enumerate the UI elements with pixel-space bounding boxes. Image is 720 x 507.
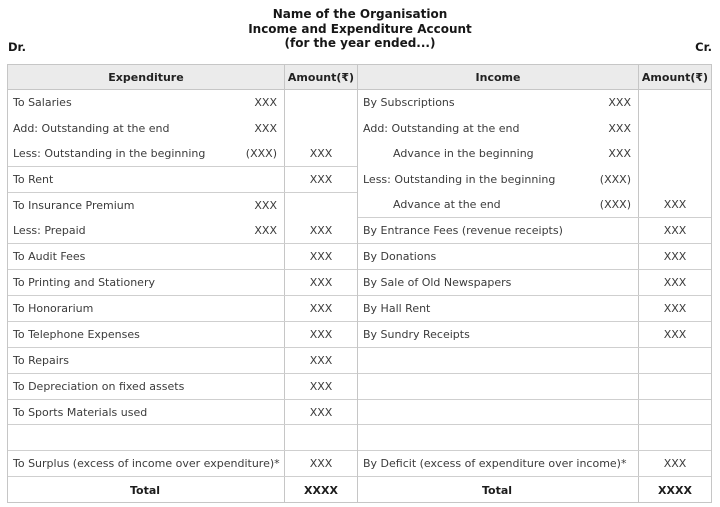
row-label: Less: Prepaid — [13, 224, 86, 238]
row-label: Total — [129, 483, 161, 497]
row-label: To Honorarium — [13, 302, 94, 316]
income-row-group — [358, 218, 711, 244]
inner-amount-value: XXX — [254, 199, 277, 213]
row-label: To Printing and Stationery — [13, 276, 155, 290]
income-row-group — [358, 400, 711, 426]
row-label: Less: Outstanding in the beginning — [13, 146, 206, 160]
row-label: To Surplus (excess of income over expenditure)* — [13, 457, 280, 471]
table-row-line — [8, 90, 284, 115]
income-amount-cell — [638, 244, 711, 269]
income-labels-cell — [358, 296, 638, 321]
row-label: Advance in the beginning — [393, 147, 534, 161]
income-amount-cell — [638, 296, 711, 321]
row-label: By Hall Rent — [363, 302, 431, 316]
dr-label: Dr. — [8, 40, 26, 54]
table-row-line — [8, 451, 284, 476]
amount-value: XXX — [309, 353, 333, 367]
amount-value — [285, 425, 357, 450]
income-labels-cell — [358, 218, 638, 243]
income-amount-cell — [638, 400, 711, 425]
income-row-group — [358, 451, 711, 477]
expenditure-amount-cell — [284, 270, 357, 295]
income-labels-cell — [358, 477, 638, 503]
expenditure-amount-cell — [284, 296, 357, 321]
inner-amount-value: (XXX) — [599, 198, 631, 212]
amount-value — [639, 400, 711, 425]
expenditure-row-group — [8, 322, 357, 348]
table-body — [8, 90, 711, 503]
income-column-header: Income — [475, 70, 521, 84]
table-header-right-half — [358, 65, 711, 89]
amount-value: XXX — [663, 198, 687, 212]
amount-value: XXXX — [658, 483, 692, 497]
income-row-group — [358, 244, 711, 270]
income-amount-cell — [638, 374, 711, 399]
income-amount-cell — [638, 451, 711, 476]
inner-amount-value: XXX — [254, 224, 277, 238]
table-row-line — [358, 192, 638, 217]
income-amount-cell — [638, 90, 711, 217]
expenditure-labels-cell — [8, 477, 284, 503]
row-label: By Deficit (excess of expenditure over income)* — [363, 457, 627, 471]
row-label: To Rent — [13, 173, 54, 187]
expenditure-row-group — [8, 374, 357, 400]
income-amount-cell — [638, 425, 711, 450]
row-label: By Sundry Receipts — [363, 327, 470, 341]
table-row-line — [358, 270, 638, 295]
row-label: By Subscriptions — [363, 96, 455, 110]
income-row-group — [358, 374, 711, 400]
table-row-line — [8, 193, 284, 218]
row-label: Advance at the end — [393, 198, 501, 212]
expenditure-labels-cell — [8, 193, 284, 243]
expenditure-amount-cell — [284, 193, 357, 243]
table-row-line — [8, 218, 284, 243]
amount-value: XXX — [309, 405, 333, 419]
income-labels-cell — [358, 244, 638, 269]
table-row-line — [358, 115, 638, 140]
account-name-title: Income and Expenditure Account — [248, 21, 472, 36]
table-row-line — [8, 322, 284, 347]
amount-value: XXX — [663, 327, 687, 341]
amount-value: XXX — [663, 276, 687, 290]
income-labels-cell — [358, 348, 638, 373]
expenditure-row-group — [8, 348, 357, 374]
table-row-line — [358, 374, 638, 399]
income-labels-cell — [358, 400, 638, 425]
expenditure-labels-cell — [8, 270, 284, 295]
amount-value: XXX — [663, 224, 687, 238]
income-labels-cell — [358, 425, 638, 450]
table-row-line — [8, 400, 284, 425]
table-row-line — [8, 115, 284, 140]
amount-value: XXX — [663, 250, 687, 264]
expenditure-labels-cell — [8, 90, 284, 166]
expenditure-row-group — [8, 400, 357, 426]
expenditure-labels-cell — [8, 167, 284, 192]
income-amount-cell — [638, 322, 711, 347]
table-row-line — [358, 322, 638, 347]
expenditure-labels-cell — [8, 374, 284, 399]
row-label: To Repairs — [13, 353, 70, 367]
row-label: To Telephone Expenses — [13, 327, 140, 341]
income-row-group — [358, 296, 711, 322]
amount-value — [639, 374, 711, 399]
table-row-line — [358, 296, 638, 321]
expenditure-column — [8, 90, 358, 503]
inner-amount-value: (XXX) — [245, 146, 277, 160]
amount-value: XXX — [309, 250, 333, 264]
expenditure-row-group — [8, 477, 357, 503]
table-row-line — [8, 348, 284, 373]
income-row-group — [358, 270, 711, 296]
income-labels-cell — [358, 374, 638, 399]
expenditure-labels-cell — [8, 322, 284, 347]
income-row-group — [358, 477, 711, 503]
table-row-line — [358, 218, 638, 243]
income-expenditure-table — [7, 64, 712, 503]
table-row-line — [358, 244, 638, 269]
amount-value: XXX — [663, 457, 687, 471]
inner-amount-value: XXX — [608, 147, 631, 161]
table-row-line — [8, 425, 284, 450]
amount-left-column-header: Amount(₹) — [284, 65, 357, 89]
income-row-group — [358, 425, 711, 451]
table-row-line — [358, 166, 638, 191]
year-ended-subtitle: (for the year ended...) — [284, 36, 436, 50]
table-row-line — [8, 477, 284, 503]
amount-value: XXX — [663, 302, 687, 316]
income-row-group — [358, 90, 711, 218]
row-label: To Insurance Premium — [13, 199, 135, 213]
row-label: By Sale of Old Newspapers — [363, 276, 512, 290]
amount-value: XXX — [309, 173, 333, 187]
income-column — [358, 90, 711, 503]
expenditure-amount-cell — [284, 90, 357, 166]
amount-value: XXX — [309, 327, 333, 341]
table-row-line — [8, 296, 284, 321]
expenditure-amount-cell — [284, 400, 357, 425]
organisation-name-title: Name of the Organisation — [272, 7, 448, 21]
table-row-line — [358, 141, 638, 166]
expenditure-amount-cell — [284, 244, 357, 269]
row-label: By Entrance Fees (revenue receipts) — [363, 224, 563, 238]
table-row-line — [358, 400, 638, 425]
expenditure-amount-cell — [284, 322, 357, 347]
row-label: To Audit Fees — [13, 250, 86, 264]
income-amount-cell — [638, 270, 711, 295]
amount-value: XXX — [309, 379, 333, 393]
amount-value: XXX — [309, 146, 333, 160]
income-row-group — [358, 322, 711, 348]
amount-right-column-header: Amount(₹) — [638, 65, 711, 89]
expenditure-row-group — [8, 451, 357, 477]
table-row-line — [8, 141, 284, 166]
expenditure-amount-cell — [284, 374, 357, 399]
table-row-line — [8, 270, 284, 295]
table-row-line — [358, 425, 638, 450]
row-label: Less: Outstanding in the beginning — [363, 172, 556, 186]
expenditure-row-group — [8, 167, 357, 193]
income-labels-cell — [358, 322, 638, 347]
expenditure-row-group — [8, 425, 357, 451]
expenditure-amount-cell — [284, 425, 357, 450]
document-title — [0, 7, 720, 51]
inner-amount-value: XXX — [254, 121, 277, 135]
table-row-line — [8, 374, 284, 399]
amount-value: XXX — [309, 457, 333, 471]
row-label: Add: Outstanding at the end — [363, 121, 520, 135]
row-label: To Depreciation on fixed assets — [13, 379, 185, 393]
expenditure-labels-cell — [8, 244, 284, 269]
income-labels-cell — [358, 270, 638, 295]
inner-amount-value: XXX — [608, 121, 631, 135]
table-row-line — [358, 451, 638, 476]
expenditure-row-group — [8, 244, 357, 270]
row-label: To Salaries — [13, 96, 72, 110]
expenditure-row-group — [8, 296, 357, 322]
inner-amount-value: (XXX) — [599, 172, 631, 186]
table-header-left-half — [8, 65, 358, 89]
expenditure-row-group — [8, 270, 357, 296]
row-label: By Donations — [363, 250, 437, 264]
income-amount-cell — [638, 218, 711, 243]
income-labels-cell — [358, 90, 638, 217]
table-row-line — [358, 90, 638, 115]
expenditure-row-group — [8, 90, 357, 167]
expenditure-labels-cell — [8, 451, 284, 476]
row-label: Total — [481, 483, 513, 497]
income-labels-cell — [358, 451, 638, 476]
amount-value: XXX — [309, 223, 333, 237]
table-row-line — [358, 348, 638, 373]
expenditure-labels-cell — [8, 400, 284, 425]
amount-value: XXX — [309, 276, 333, 290]
table-row-line — [358, 477, 638, 503]
expenditure-labels-cell — [8, 296, 284, 321]
table-row-line — [8, 244, 284, 269]
expenditure-amount-cell — [284, 451, 357, 476]
inner-amount-value: XXX — [608, 96, 631, 110]
cr-label: Cr. — [695, 40, 712, 54]
expenditure-amount-cell — [284, 477, 357, 503]
income-amount-cell — [638, 477, 711, 503]
row-label: Add: Outstanding at the end — [13, 121, 170, 135]
table-header-row — [8, 65, 711, 90]
expenditure-labels-cell — [8, 348, 284, 373]
amount-value: XXXX — [304, 483, 338, 497]
expenditure-labels-cell — [8, 425, 284, 450]
inner-amount-value: XXX — [254, 96, 277, 110]
amount-value: XXX — [309, 302, 333, 316]
amount-value — [639, 425, 711, 450]
expenditure-amount-cell — [284, 348, 357, 373]
amount-value — [639, 348, 711, 373]
income-amount-cell — [638, 348, 711, 373]
row-label: To Sports Materials used — [13, 405, 148, 419]
expenditure-column-header: Expenditure — [108, 70, 184, 84]
expenditure-amount-cell — [284, 167, 357, 192]
table-row-line — [8, 167, 284, 192]
expenditure-row-group — [8, 193, 357, 244]
income-row-group — [358, 348, 711, 374]
